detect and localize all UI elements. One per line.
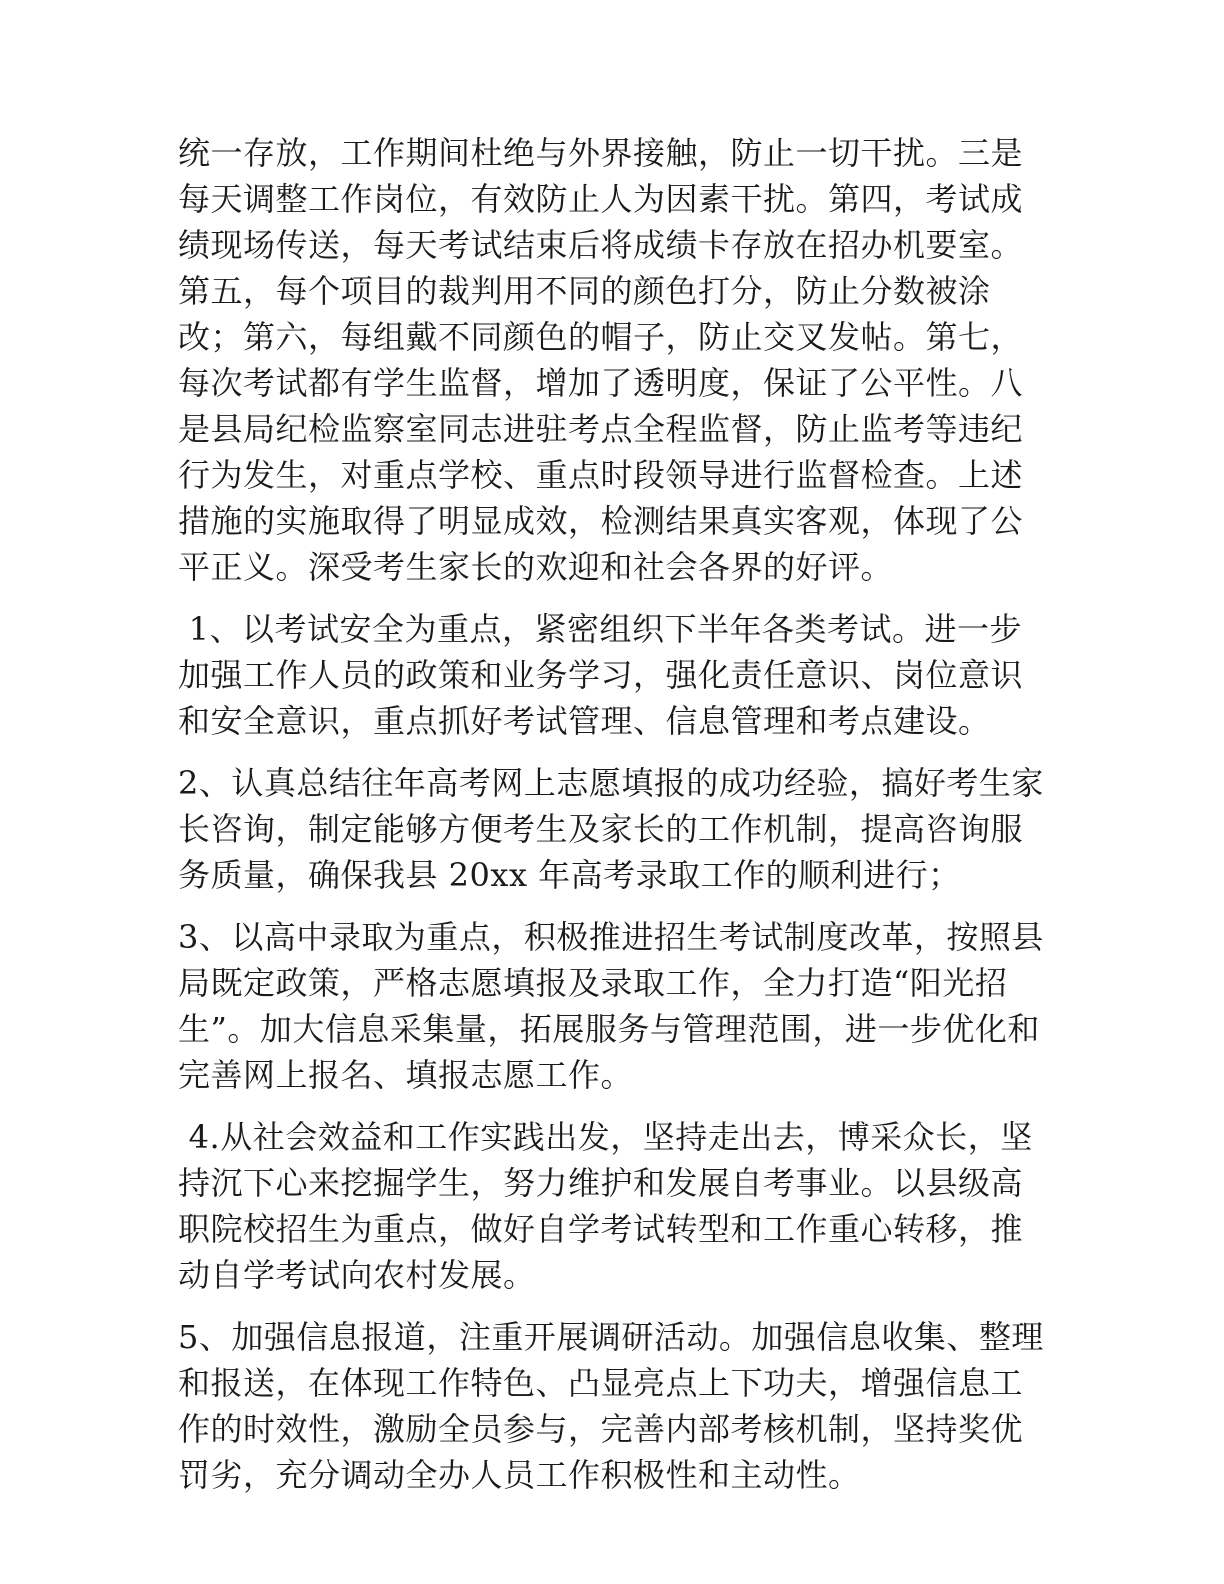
paragraph-item-1: 1、以考试安全为重点，紧密组织下半年各类考试。进一步加强工作人员的政策和业务学习，强化责任意识、岗位意识和安全意识，重点抓好考试管理、信息管理和考点建设。 bbox=[178, 610, 1024, 740]
paragraph-item-5: 5、加强信息报道，注重开展调研活动。加强信息收集、整理和报送，在体现工作特色、凸显亮点上下功夫，增强信息工作的时效性，激励全员参与，完善内部考核机制，坚持奖优罚劣，充分调动全办人员工作积极性和主动性。 bbox=[178, 1318, 1044, 1494]
paragraph-item-2: 2、认真总结往年高考网上志愿填报的成功经验，搞好考生家长咨询，制定能够方便考生及家长的工作机制，提高咨询服务质量，确保我县 20xx 年高考录取工作的顺利进行； bbox=[178, 764, 1044, 894]
paragraph-item-3: 3、以高中录取为重点，积极推进招生考试制度改革，按照县局既定政策，严格志愿填报及录取工作，全力打造“阳光招生”。加大信息采集量，拓展服务与管理范围，进一步优化和完善网上报名、填报志愿工作。 bbox=[178, 918, 1044, 1094]
paragraph-item-4: 4.从社会效益和工作实践出发，坚持走出去，博采众长，坚持沉下心来挖掘学生，努力维护和发展自考事业。以县级高职院校招生为重点，做好自学考试转型和工作重心转移，推动自学考试向农村发展。 bbox=[178, 1118, 1033, 1294]
document-body bbox=[178, 130, 1048, 1514]
paragraph-measures: 统一存放，工作期间杜绝与外界接触，防止一切干扰。三是每天调整工作岗位，有效防止人为因素干扰。第四，考试成绩现场传送，每天考试结束后将成绩卡存放在招办机要室。第五，每个项目的裁判用不同的颜色打分，防止分数被涂改；第六，每组戴不同颜色的帽子，防止交叉发帖。第七，每次考试都有学生监督，增加了透明度，保证了公平性。八是县局纪检监察室同志进驻考点全程监督，防止监考等违纪行为发生，对重点学校、重点时段领导进行监督检查。上述措施的实施取得了明显成效，检测结果真实客观，体现了公平正义。深受考生家长的欢迎和社会各界的好评。 bbox=[178, 134, 1024, 586]
